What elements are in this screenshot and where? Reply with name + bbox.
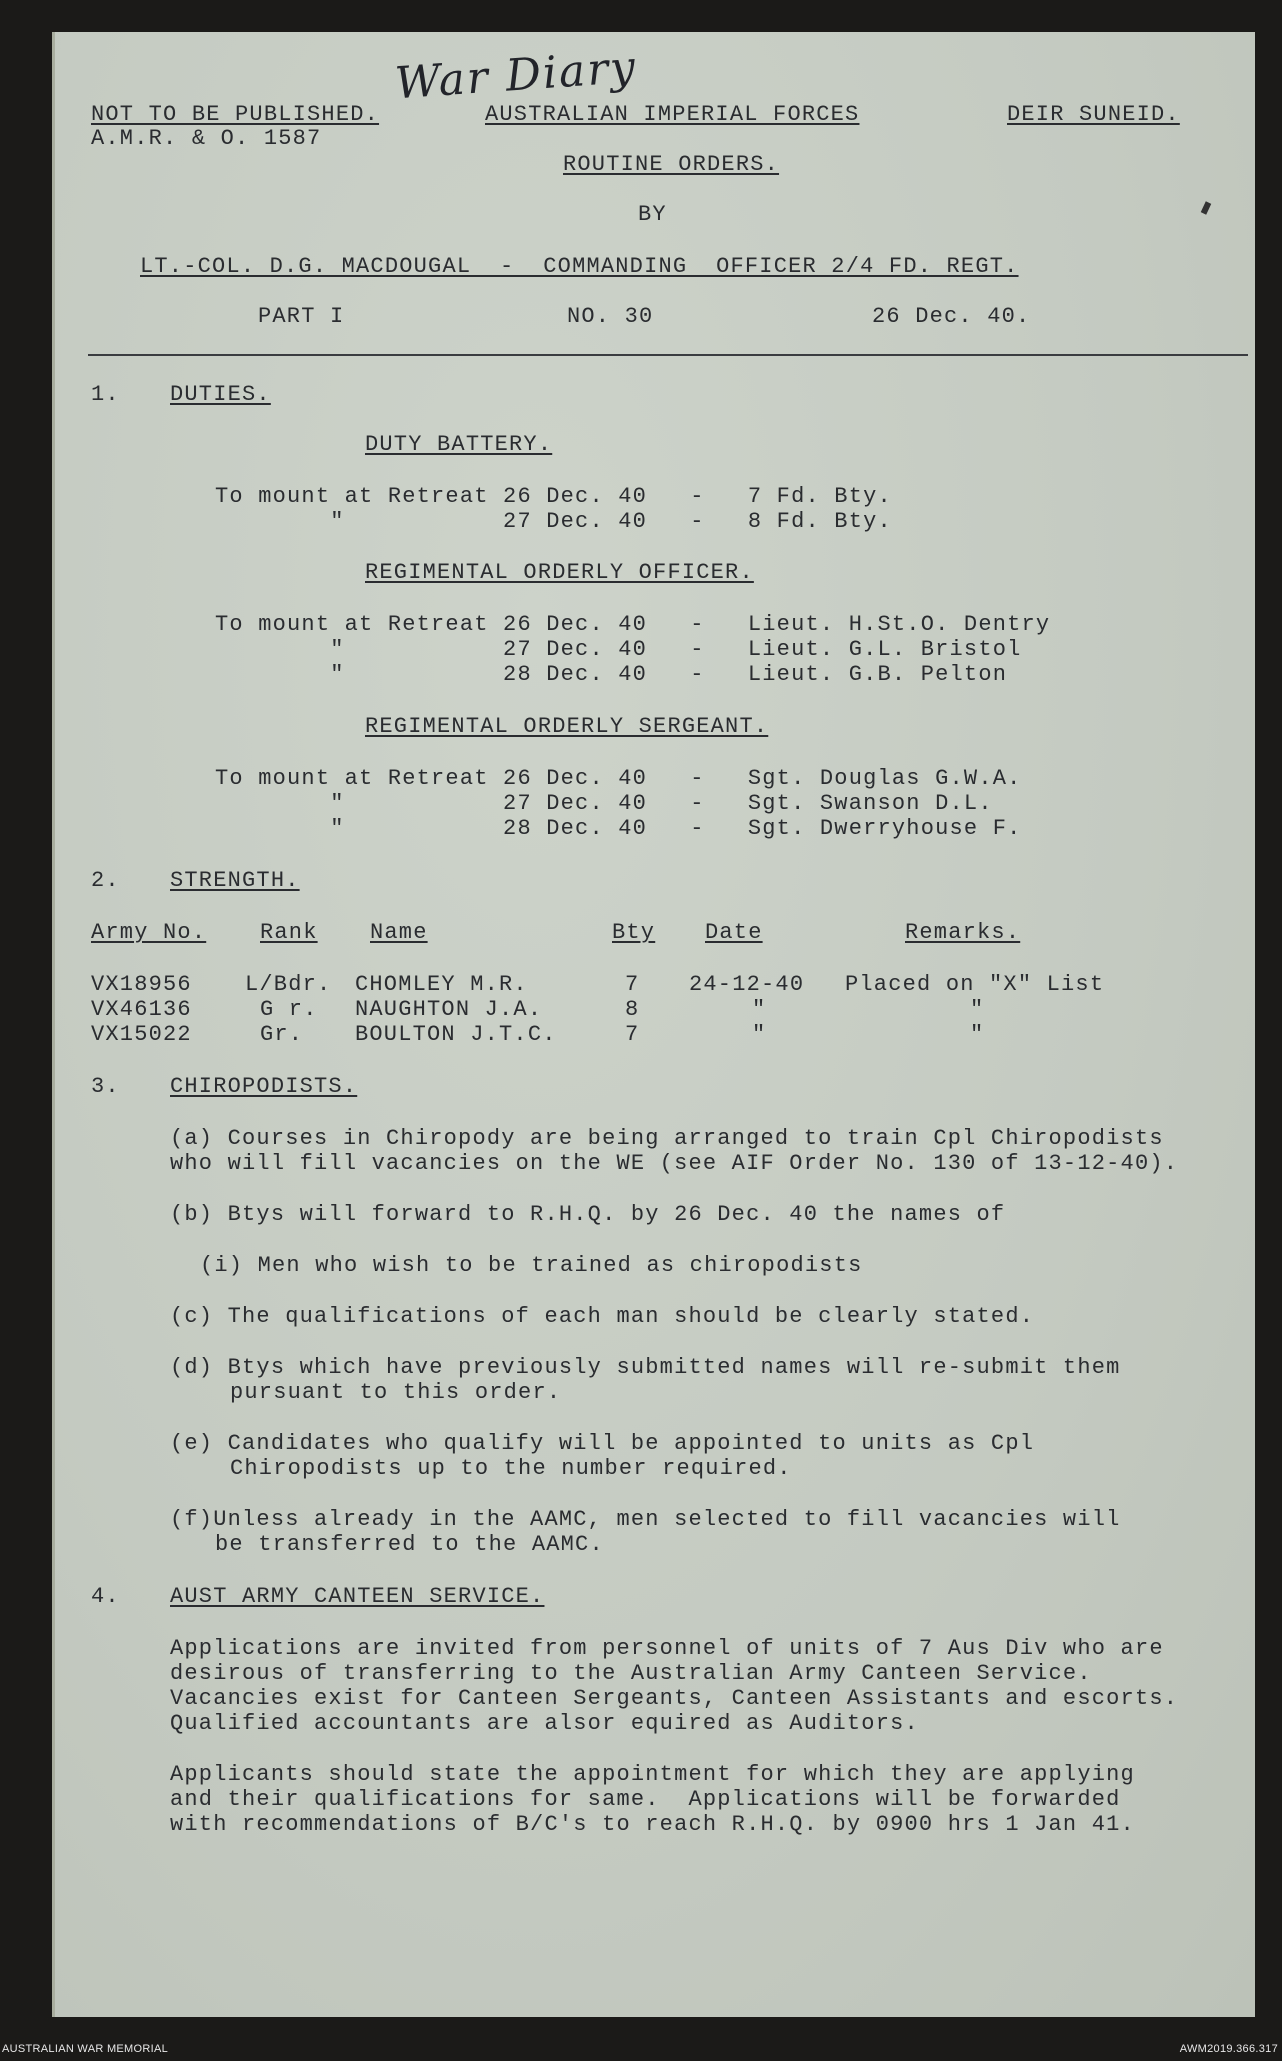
duty-line: " 27 Dec. 40 - 8 Fd. Bty. <box>215 509 892 534</box>
not-published-label: NOT TO BE PUBLISHED. <box>91 102 380 127</box>
table-cell: 7 <box>625 972 640 997</box>
paragraph-line: pursuant to this order. <box>230 1380 562 1405</box>
table-cell: VX46136 <box>91 997 192 1022</box>
duty-line: " 27 Dec. 40 - Sgt. Swanson D.L. <box>215 791 993 816</box>
table-cell: " <box>752 997 767 1022</box>
location-label: DEIR SUNEID. <box>1007 102 1180 127</box>
paragraph-line: (a) Courses in Chiropody are being arranged to train Cpl Chiropodists <box>170 1126 1164 1151</box>
paragraph-line: Vacancies exist for Canteen Sergeants, Canteen Assistants and escorts. <box>170 1686 1179 1711</box>
part-label: PART I <box>258 304 345 329</box>
section-number: 1. <box>91 382 120 407</box>
footer-accession: AWM2019.366.317 <box>1179 2043 1278 2055</box>
duty-line: To mount at Retreat 26 Dec. 40 - Lieut. H.St.O. Dentry <box>215 612 1051 637</box>
header-rule <box>88 354 1248 356</box>
section-number: 3. <box>91 1074 120 1099</box>
column-header: Bty <box>612 920 656 945</box>
paragraph-line: Qualified accountants are alsor equired as Auditors. <box>170 1711 919 1736</box>
table-cell: " <box>970 1022 985 1047</box>
table-cell: BOULTON J.T.C. <box>355 1022 557 1047</box>
section-title-canteen: AUST ARMY CANTEEN SERVICE. <box>170 1584 545 1609</box>
table-cell: G r. <box>260 997 318 1022</box>
duty-line: To mount at Retreat 26 Dec. 40 - 7 Fd. Bty. <box>215 484 892 509</box>
handwritten-annotation: War Diary <box>393 41 639 110</box>
paragraph-line: Applications are invited from personnel of units of 7 Aus Div who are <box>170 1636 1164 1661</box>
organization-title: AUSTRALIAN IMPERIAL FORCES <box>485 102 860 127</box>
table-cell: NAUGHTON J.A. <box>355 997 543 1022</box>
column-header: Remarks. <box>905 920 1021 945</box>
table-cell: VX18956 <box>91 972 192 997</box>
paragraph-line: with recommendations of B/C's to reach R.H.Q. by 0900 hrs 1 Jan 41. <box>170 1812 1135 1837</box>
ink-mark <box>1201 201 1212 214</box>
table-cell: VX15022 <box>91 1022 192 1047</box>
paragraph-line: be transferred to the AAMC. <box>215 1532 604 1557</box>
paragraph-line: who will fill vacancies on the WE (see AIF Order No. 130 of 13-12-40). <box>170 1151 1179 1176</box>
subheading-orderly-sergeant: REGIMENTAL ORDERLY SERGEANT. <box>365 714 769 739</box>
paragraph-line: (i) Men who wish to be trained as chiropodists <box>200 1253 863 1278</box>
paragraph-line: desirous of transferring to the Australian Army Canteen Service. <box>170 1661 1092 1686</box>
paragraph-line: (e) Candidates who qualify will be appointed to units as Cpl <box>170 1431 1035 1456</box>
column-header: Date <box>705 920 763 945</box>
section-title-duties: DUTIES. <box>170 382 271 407</box>
amr-reference: A.M.R. & O. 1587 <box>91 126 322 151</box>
paragraph-line: (d) Btys which have previously submitted names will re-submit them <box>170 1355 1121 1380</box>
table-cell: " <box>752 1022 767 1047</box>
section-title-strength: STRENGTH. <box>170 868 300 893</box>
table-cell: 24-12-40 <box>689 972 805 997</box>
commanding-officer: LT.-COL. D.G. MACDOUGAL - COMMANDING OFFICER 2/4 FD. REGT. <box>140 254 1019 279</box>
order-number: NO. 30 <box>567 304 654 329</box>
section-number: 4. <box>91 1584 120 1609</box>
subheading-orderly-officer: REGIMENTAL ORDERLY OFFICER. <box>365 560 754 585</box>
paragraph-line: Applicants should state the appointment for which they are applying <box>170 1762 1135 1787</box>
paragraph-line: Chiropodists up to the number required. <box>230 1456 792 1481</box>
duty-line: " 28 Dec. 40 - Lieut. G.B. Pelton <box>215 662 1008 687</box>
table-cell: 7 <box>625 1022 640 1047</box>
duty-line: To mount at Retreat 26 Dec. 40 - Sgt. Douglas G.W.A. <box>215 766 1022 791</box>
section-number: 2. <box>91 868 120 893</box>
table-cell: 8 <box>625 997 640 1022</box>
paragraph-line: and their qualifications for same. Applications will be forwarded <box>170 1787 1121 1812</box>
order-date: 26 Dec. 40. <box>872 304 1031 329</box>
footer-source: AUSTRALIAN WAR MEMORIAL <box>2 2043 169 2055</box>
table-cell: " <box>970 997 985 1022</box>
section-title-chiropodists: CHIROPODISTS. <box>170 1074 358 1099</box>
subheading-duty-battery: DUTY BATTERY. <box>365 432 553 457</box>
column-header: Rank <box>260 920 318 945</box>
column-header: Name <box>370 920 428 945</box>
duty-line: " 28 Dec. 40 - Sgt. Dwerryhouse F. <box>215 816 1022 841</box>
table-cell: CHOMLEY M.R. <box>355 972 528 997</box>
duty-line: " 27 Dec. 40 - Lieut. G.L. Bristol <box>215 637 1022 662</box>
by-label: BY <box>638 202 667 227</box>
table-cell: L/Bdr. <box>245 972 332 997</box>
paragraph-line: (c) The qualifications of each man should be clearly stated. <box>170 1304 1035 1329</box>
document-title: ROUTINE ORDERS. <box>563 152 780 177</box>
document-page <box>52 32 1255 2017</box>
paragraph-line: (b) Btys will forward to R.H.Q. by 26 Dec. 40 the names of <box>170 1202 1006 1227</box>
table-cell: Placed on "X" List <box>845 972 1105 997</box>
paragraph-line: (f)Unless already in the AAMC, men selected to fill vacancies will <box>170 1507 1121 1532</box>
table-cell: Gr. <box>260 1022 304 1047</box>
column-header: Army No. <box>91 920 207 945</box>
